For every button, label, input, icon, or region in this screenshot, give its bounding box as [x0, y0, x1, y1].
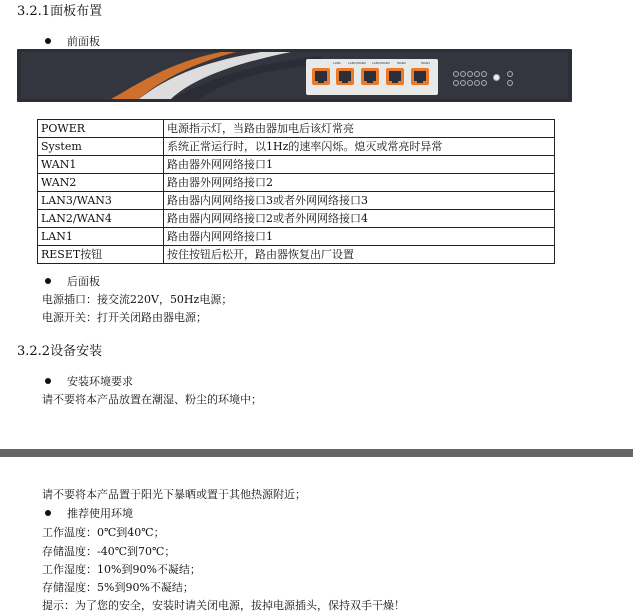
front-panel-label: 前面板 [67, 35, 100, 48]
rear-panel-bullet [45, 273, 100, 289]
ethernet-port-icon [336, 68, 354, 85]
section-heading-321: 3.2.1面板布置 [17, 4, 103, 19]
table-row [38, 192, 555, 210]
front-panel-bullet [45, 33, 100, 49]
front-panel-spec-table [37, 119, 555, 264]
table-row [38, 174, 555, 192]
table-row [38, 246, 555, 264]
bullet-dot-icon [45, 510, 51, 516]
table-cell: 路由器内网网络接口1 [164, 228, 555, 246]
led-icon [474, 80, 480, 86]
env-requirements-line: 请不要将本产品放置在潮湿、粉尘的环境中； [42, 393, 262, 406]
env-spec-line: 存储温度：-40℃到70℃； [42, 545, 176, 558]
router-front-panel-image [17, 49, 572, 102]
rear-panel-label: 后面板 [67, 275, 100, 288]
ethernet-port-icon [411, 68, 429, 85]
bullet-dot-icon [45, 278, 51, 284]
led-icon [481, 80, 487, 86]
table-row [38, 156, 555, 174]
table-cell: LAN3/WAN3 [38, 192, 164, 210]
ethernet-port-icon [361, 68, 379, 85]
led-indicator-block [441, 59, 545, 95]
table-cell: LAN2/WAN4 [38, 210, 164, 228]
recommended-env-label: 推荐使用环境 [67, 507, 133, 520]
heat-source-line: 请不要将本产品置于阳光下暴晒或置于其他热源附近； [42, 488, 306, 501]
table-cell: WAN1 [38, 156, 164, 174]
env-spec-line: 存储湿度：5%到90%不凝结； [42, 581, 194, 594]
table-cell: 电源指示灯，当路由器加电后该灯常亮 [164, 120, 555, 138]
bullet-dot-icon [45, 38, 51, 44]
table-cell: 路由器外网网络接口1 [164, 156, 555, 174]
table-cell: LAN1 [38, 228, 164, 246]
ethernet-ports-block [306, 59, 438, 95]
table-cell: POWER [38, 120, 164, 138]
env-requirements-label: 安装环境要求 [67, 375, 133, 388]
led-icon [453, 71, 459, 77]
led-icon [453, 80, 459, 86]
power-led-icon [507, 71, 513, 77]
rear-panel-line: 电源开关：打开关闭路由器电源； [42, 311, 207, 324]
table-cell: 路由器内网网络接口3或者外网网络接口3 [164, 192, 555, 210]
table-cell: 路由器内网网络接口2或者外网网络接口4 [164, 210, 555, 228]
table-cell: 路由器外网网络接口2 [164, 174, 555, 192]
table-cell: 按住按钮后松开，路由器恢复出厂设置 [164, 246, 555, 264]
table-cell: WAN2 [38, 174, 164, 192]
table-cell: 系统正常运行时，以1Hz的速率闪烁。熄灭或常亮时异常 [164, 138, 555, 156]
table-cell: System [38, 138, 164, 156]
reset-button-icon [493, 74, 500, 81]
led-icon [467, 80, 473, 86]
env-spec-line: 工作温度：0℃到40℃； [42, 526, 165, 539]
port-label-5: WAN1 [421, 61, 431, 65]
led-icon [467, 71, 473, 77]
table-row [38, 138, 555, 156]
table-row [38, 120, 555, 138]
ethernet-port-icon [312, 68, 330, 85]
ethernet-port-icon [386, 68, 404, 85]
led-icon [481, 71, 487, 77]
env-requirements-bullet [45, 373, 133, 389]
rear-panel-line: 电源插口：接交流220V，50Hz电源； [42, 293, 233, 306]
port-label-4: WAN2 [397, 61, 407, 65]
safety-tip-line: 提示：为了您的安全，安装时请关闭电源，拔掉电源插头，保持双手干燥！ [42, 599, 405, 612]
env-spec-line: 工作湿度：10%到90%不凝结； [42, 563, 201, 576]
led-icon [460, 80, 466, 86]
table-row [38, 210, 555, 228]
led-icon [474, 71, 480, 77]
table-cell: RESET按钮 [38, 246, 164, 264]
page-break-divider [0, 449, 633, 457]
led-icon [460, 71, 466, 77]
section-heading-322: 3.2.2设备安装 [17, 344, 103, 359]
port-label-1: LAN1 [333, 61, 341, 65]
table-row [38, 228, 555, 246]
recommended-env-bullet [45, 505, 133, 521]
port-label-2: LAN2/WAN4 [348, 61, 366, 65]
system-led-icon [507, 80, 513, 86]
bullet-dot-icon [45, 378, 51, 384]
port-label-3: LAN3/WAN3 [372, 61, 390, 65]
